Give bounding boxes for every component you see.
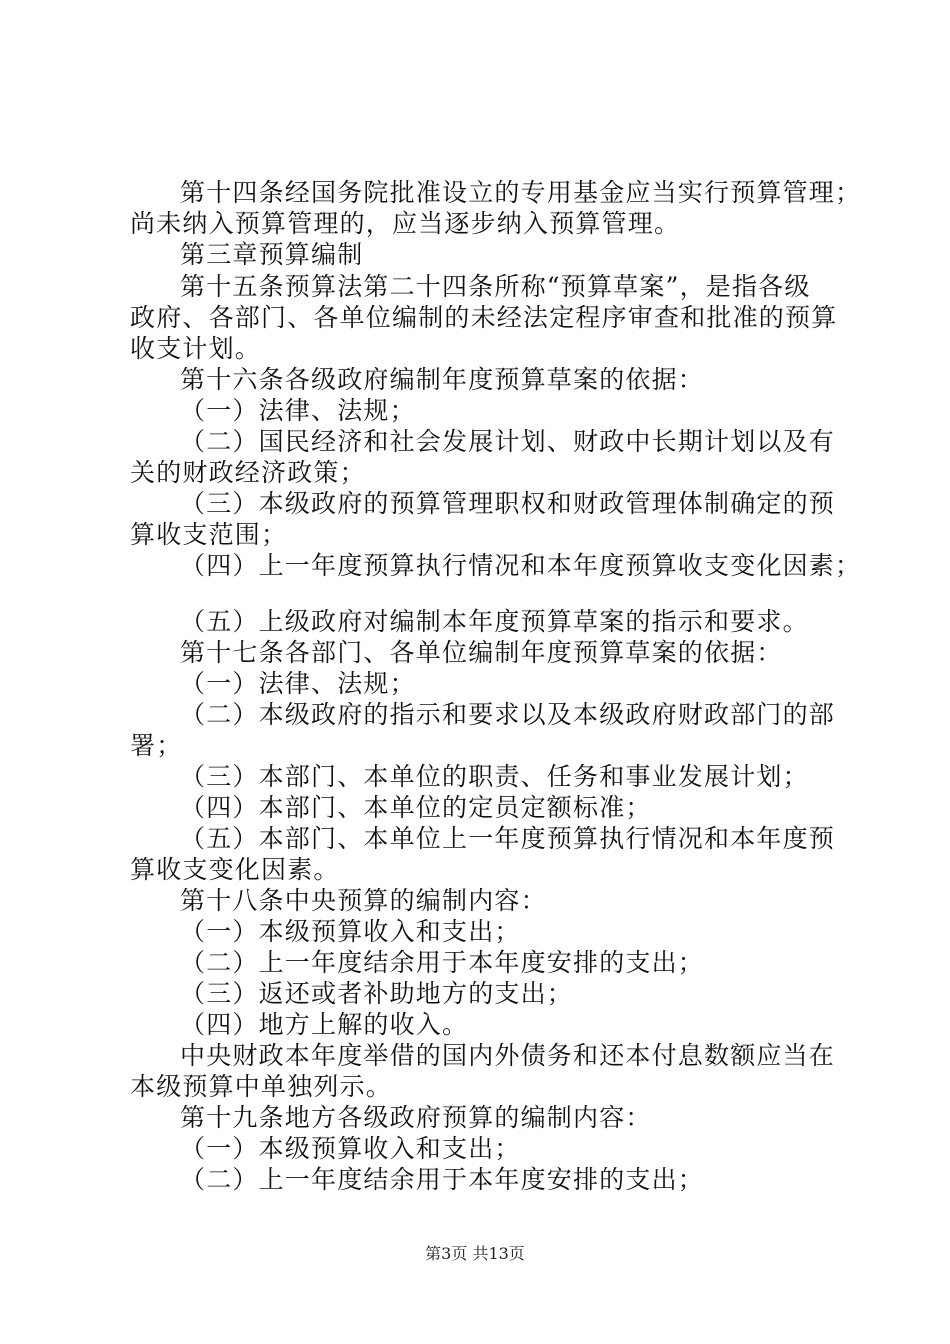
- list-item: （一）法律、法规；: [180, 396, 416, 425]
- list-item: （二）上一年度结余用于本年度安排的支出；: [180, 1165, 705, 1194]
- paragraph-line: 第十八条中央预算的编制内容：: [180, 886, 547, 915]
- paragraph-line: 本级预算中单独列示。: [130, 1072, 393, 1101]
- list-item: （一）本级预算收入和支出；: [180, 1134, 521, 1163]
- list-item: （一）法律、法规；: [180, 669, 416, 698]
- paragraph-line: 第十九条地方各级政府预算的编制内容：: [180, 1103, 652, 1132]
- paragraph-line: 中央财政本年度举借的国内外债务和还本付息数额应当在: [180, 1041, 836, 1070]
- list-item: （五）本部门、本单位上一年度预算执行情况和本年度预: [180, 824, 836, 853]
- list-item: （二）本级政府的指示和要求以及本级政府财政部门的部: [180, 700, 836, 729]
- list-item: （三）本部门、本单位的职责、任务和事业发展计划；: [180, 762, 809, 791]
- chapter-heading: 第三章预算编制: [180, 240, 364, 269]
- list-item: （二）上一年度结余用于本年度安排的支出；: [180, 948, 705, 977]
- list-item: （一）本级预算收入和支出；: [180, 917, 521, 946]
- list-item: （三）返还或者补助地方的支出；: [180, 979, 574, 1008]
- list-item: （四）本部门、本单位的定员定额标准；: [180, 793, 652, 822]
- list-item: 算收支变化因素。: [130, 855, 340, 884]
- paragraph-line: 第十七条各部门、各单位编制年度预算草案的依据：: [180, 638, 783, 667]
- list-item: 关的财政经济政策；: [130, 458, 366, 487]
- list-item: （二）国民经济和社会发展计划、财政中长期计划以及有: [180, 427, 836, 456]
- paragraph-line: 第十四条经国务院批准设立的专用基金应当实行预算管理；: [180, 178, 862, 207]
- list-item: 署；: [130, 731, 183, 760]
- list-item: （三）本级政府的预算管理职权和财政管理体制确定的预: [180, 489, 836, 518]
- list-item: 算收支范围；: [130, 520, 288, 549]
- list-item: （四）地方上解的收入。: [180, 1010, 469, 1039]
- list-item: （四）上一年度预算执行情况和本年度预算收支变化因素；: [180, 551, 862, 580]
- paragraph-line: 第十六条各级政府编制年度预算草案的依据：: [180, 365, 705, 394]
- paragraph-line: 政府、各部门、各单位编制的未经法定程序审查和批准的预算: [130, 303, 838, 332]
- page-number-footer: 第3页 共13页: [425, 1244, 525, 1263]
- paragraph-line: 第十五条预算法第二十四条所称“预算草案”，是指各级: [180, 272, 811, 301]
- paragraph-line: 尚未纳入预算管理的，应当逐步纳入预算管理。: [130, 209, 681, 238]
- paragraph-line: 收支计划。: [130, 334, 262, 363]
- list-item: （五）上级政府对编制本年度预算草案的指示和要求。: [180, 607, 809, 636]
